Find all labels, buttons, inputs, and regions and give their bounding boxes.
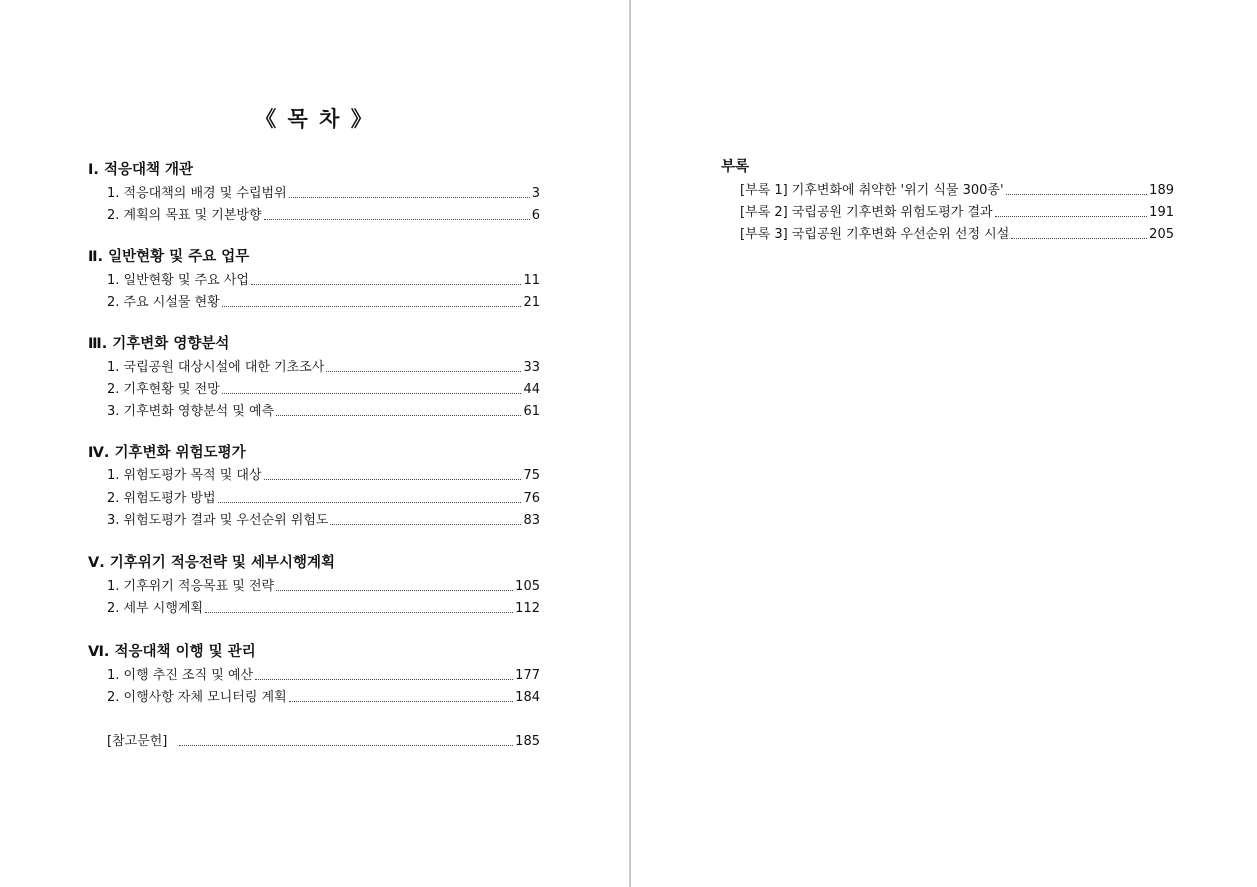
- toc-entry[interactable]: [107, 578, 540, 596]
- toc-entry[interactable]: [107, 294, 540, 312]
- dot-leader: [264, 478, 522, 480]
- toc-entry[interactable]: [107, 689, 540, 707]
- dot-leader: [995, 215, 1148, 217]
- entry-label: 2. 주요 시설물 현황: [107, 295, 220, 310]
- toc-entry[interactable]: [107, 272, 540, 290]
- entry-label: 1. 이행 추진 조직 및 예산: [107, 668, 254, 683]
- page-number: 83: [523, 513, 540, 528]
- section-heading-4: Ⅳ. 기후변화 위험도평가: [88, 445, 246, 461]
- dot-leader: [326, 370, 521, 372]
- entry-label: 3. 위험도평가 결과 및 우선순위 위험도: [107, 513, 329, 528]
- dot-leader: [289, 700, 514, 702]
- entry-label: 2. 세부 시행계획: [107, 601, 204, 616]
- page-number: 75: [523, 468, 540, 483]
- page-number: 3: [531, 186, 540, 201]
- appendix-heading: 부록: [721, 159, 750, 175]
- page-number: 205: [1149, 227, 1174, 242]
- dot-leader: [276, 414, 521, 416]
- dot-leader: [251, 283, 521, 285]
- entry-label: 1. 기후위기 적응목표 및 전략: [107, 579, 275, 594]
- section-heading-3: Ⅲ. 기후변화 영향분석: [88, 336, 230, 352]
- dot-leader: [276, 589, 513, 591]
- entry-label: [참고문헌]: [107, 734, 168, 749]
- page-number: 11: [523, 273, 540, 288]
- toc-entry[interactable]: [107, 185, 540, 203]
- dot-leader: [1011, 237, 1147, 239]
- dot-leader: [289, 196, 530, 198]
- toc-entry[interactable]: [107, 467, 540, 485]
- toc-entry[interactable]: [107, 207, 540, 225]
- entry-label: 1. 국립공원 대상시설에 대한 기초조사: [107, 360, 325, 375]
- dot-leader: [218, 501, 522, 503]
- toc-entry[interactable]: [107, 403, 540, 421]
- dot-leader: [330, 523, 521, 525]
- entry-label: 3. 기후변화 영향분석 및 예측: [107, 404, 275, 419]
- toc-entry[interactable]: [107, 490, 540, 508]
- entry-label: [부록 3] 국립공원 기후변화 우선순위 선정 시설: [740, 227, 1010, 242]
- page-number: 6: [531, 208, 540, 223]
- entry-label: 1. 일반현황 및 주요 사업: [107, 273, 249, 288]
- entry-label: [부록 2] 국립공원 기후변화 위험도평가 결과: [740, 205, 993, 220]
- section-heading-5: Ⅴ. 기후위기 적응전략 및 세부시행계획: [88, 555, 336, 571]
- entry-label: 2. 기후현황 및 전망: [107, 382, 220, 397]
- toc-entry-references[interactable]: [107, 733, 540, 751]
- page-number: 61: [523, 404, 540, 419]
- entry-label: 2. 위험도평가 방법: [107, 491, 216, 506]
- entry-label: 1. 적응대책의 배경 및 수립범위: [107, 186, 287, 201]
- appendix-entry[interactable]: [740, 204, 1174, 222]
- dot-leader: [1006, 193, 1148, 195]
- section-heading-2: Ⅱ. 일반현황 및 주요 업무: [88, 249, 250, 265]
- section-heading-1: Ⅰ. 적응대책 개관: [88, 162, 194, 178]
- dot-leader: [222, 305, 522, 307]
- page-number: 191: [1149, 205, 1174, 220]
- page-number: 185: [515, 734, 540, 749]
- dot-leader: [222, 392, 522, 394]
- entry-label: 2. 이행사항 자체 모니터링 계획: [107, 690, 287, 705]
- entry-label: 1. 위험도평가 목적 및 대상: [107, 468, 262, 483]
- page-number: 105: [515, 579, 540, 594]
- toc-entry[interactable]: [107, 512, 540, 530]
- toc-entry[interactable]: [107, 667, 540, 685]
- right-page: [631, 0, 1257, 887]
- page-number: 177: [515, 668, 540, 683]
- page-number: 112: [515, 601, 540, 616]
- page-number: 33: [523, 360, 540, 375]
- page-number: 189: [1149, 183, 1174, 198]
- entry-label: [부록 1] 기후변화에 취약한 '위기 식물 300종': [740, 183, 1004, 198]
- toc-entry[interactable]: [107, 600, 540, 618]
- appendix-entry[interactable]: [740, 226, 1174, 244]
- dot-leader: [255, 678, 513, 680]
- page-number: 184: [515, 690, 540, 705]
- section-heading-6: Ⅵ. 적응대책 이행 및 관리: [88, 644, 256, 660]
- page-number: 21: [523, 295, 540, 310]
- toc-entry[interactable]: [107, 381, 540, 399]
- dot-leader: [179, 744, 513, 746]
- dot-leader: [205, 611, 513, 613]
- page-number: 44: [523, 382, 540, 397]
- entry-label: 2. 계획의 목표 및 기본방향: [107, 208, 262, 223]
- dot-leader: [264, 218, 530, 220]
- page-number: 76: [523, 491, 540, 506]
- toc-entry[interactable]: [107, 359, 540, 377]
- toc-title: 《 목 차 》: [255, 107, 374, 131]
- appendix-entry[interactable]: [740, 182, 1174, 200]
